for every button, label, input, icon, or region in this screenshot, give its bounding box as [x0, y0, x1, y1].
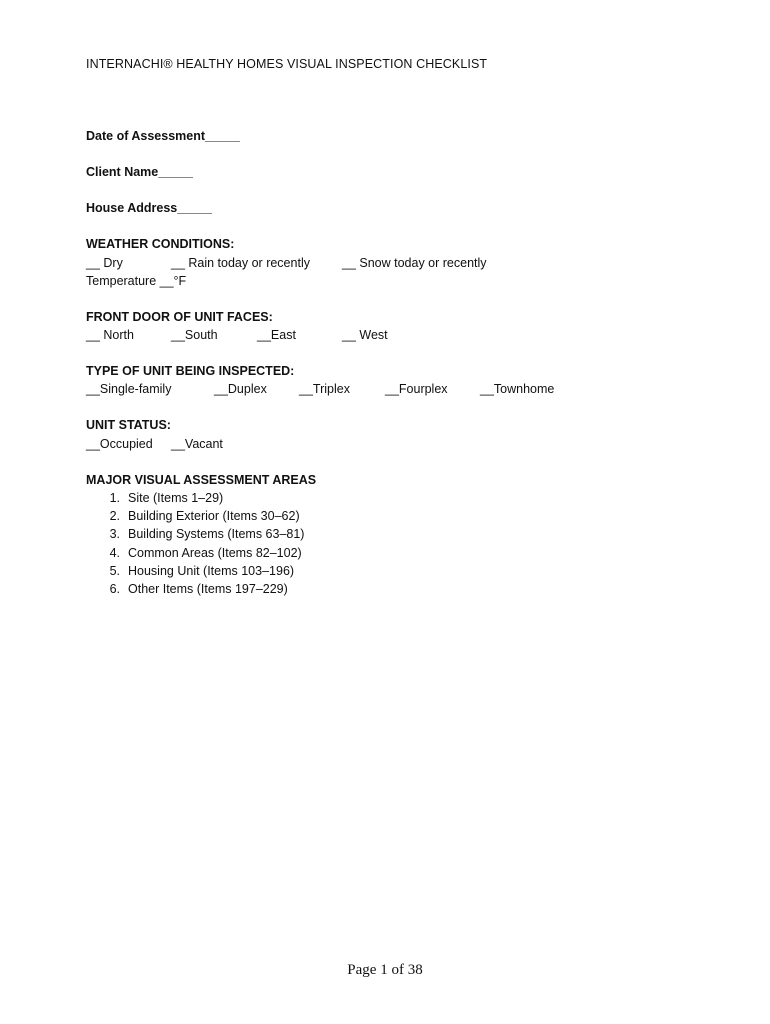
- list-item-text: Housing Unit (Items 103–196): [128, 563, 295, 578]
- list-item-number: 5.: [109, 563, 120, 578]
- weather-options-row: [0, 254, 770, 272]
- front-door-options-row: [0, 326, 770, 344]
- weather-heading: WEATHER CONDITIONS:: [86, 237, 235, 251]
- front-door-option-west: __ West: [342, 328, 388, 342]
- list-item-text: Building Systems (Items 63–81): [128, 527, 305, 542]
- document-title: INTERNACHI® HEALTHY HOMES VISUAL INSPECTION CHECKLIST: [86, 57, 488, 71]
- list-item-number: 2.: [109, 509, 120, 524]
- unit-type-option-single-family: __Single-family: [86, 382, 172, 396]
- unit-type-options-row: [0, 380, 770, 398]
- date-of-assessment-field: Date of Assessment_____: [86, 129, 240, 143]
- list-item-number: 1.: [109, 491, 120, 505]
- list-item-number: 6.: [109, 581, 120, 596]
- unit-type-option-fourplex: __Fourplex: [385, 382, 448, 396]
- front-door-option-east: __East: [257, 328, 296, 342]
- list-item-number: 4.: [109, 545, 120, 560]
- front-door-heading: FRONT DOOR OF UNIT FACES:: [86, 310, 273, 324]
- weather-option-rain: __ Rain today or recently: [171, 256, 310, 270]
- weather-option-dry: __ Dry: [86, 256, 123, 270]
- unit-type-heading: TYPE OF UNIT BEING INSPECTED:: [86, 364, 295, 378]
- weather-option-snow: __ Snow today or recently: [342, 256, 487, 270]
- house-address-field: House Address_____: [86, 201, 212, 215]
- unit-status-option-vacant: __Vacant: [171, 437, 223, 451]
- unit-status-heading: UNIT STATUS:: [86, 418, 171, 432]
- list-item-text: Site (Items 1–29): [128, 491, 224, 505]
- temperature-field: Temperature __°F: [86, 274, 187, 288]
- front-door-option-north: __ North: [86, 328, 134, 342]
- client-name-field: Client Name_____: [86, 165, 194, 179]
- list-item-number: 3.: [109, 527, 120, 542]
- assessment-heading: MAJOR VISUAL ASSESSMENT AREAS: [86, 473, 317, 487]
- unit-type-option-triplex: __Triplex: [299, 382, 350, 396]
- unit-type-option-duplex: __Duplex: [214, 382, 267, 396]
- front-door-option-south: __South: [171, 328, 218, 342]
- list-item-text: Building Exterior (Items 30–62): [128, 509, 300, 524]
- unit-status-options-row: [0, 435, 770, 453]
- list-item-text: Common Areas (Items 82–102): [128, 545, 302, 560]
- page-number: Page 1 of 38: [347, 962, 423, 978]
- unit-type-option-townhome: __Townhome: [480, 382, 555, 396]
- unit-status-option-occupied: __Occupied: [86, 437, 153, 451]
- list-item-text: Other Items (Items 197–229): [128, 581, 288, 596]
